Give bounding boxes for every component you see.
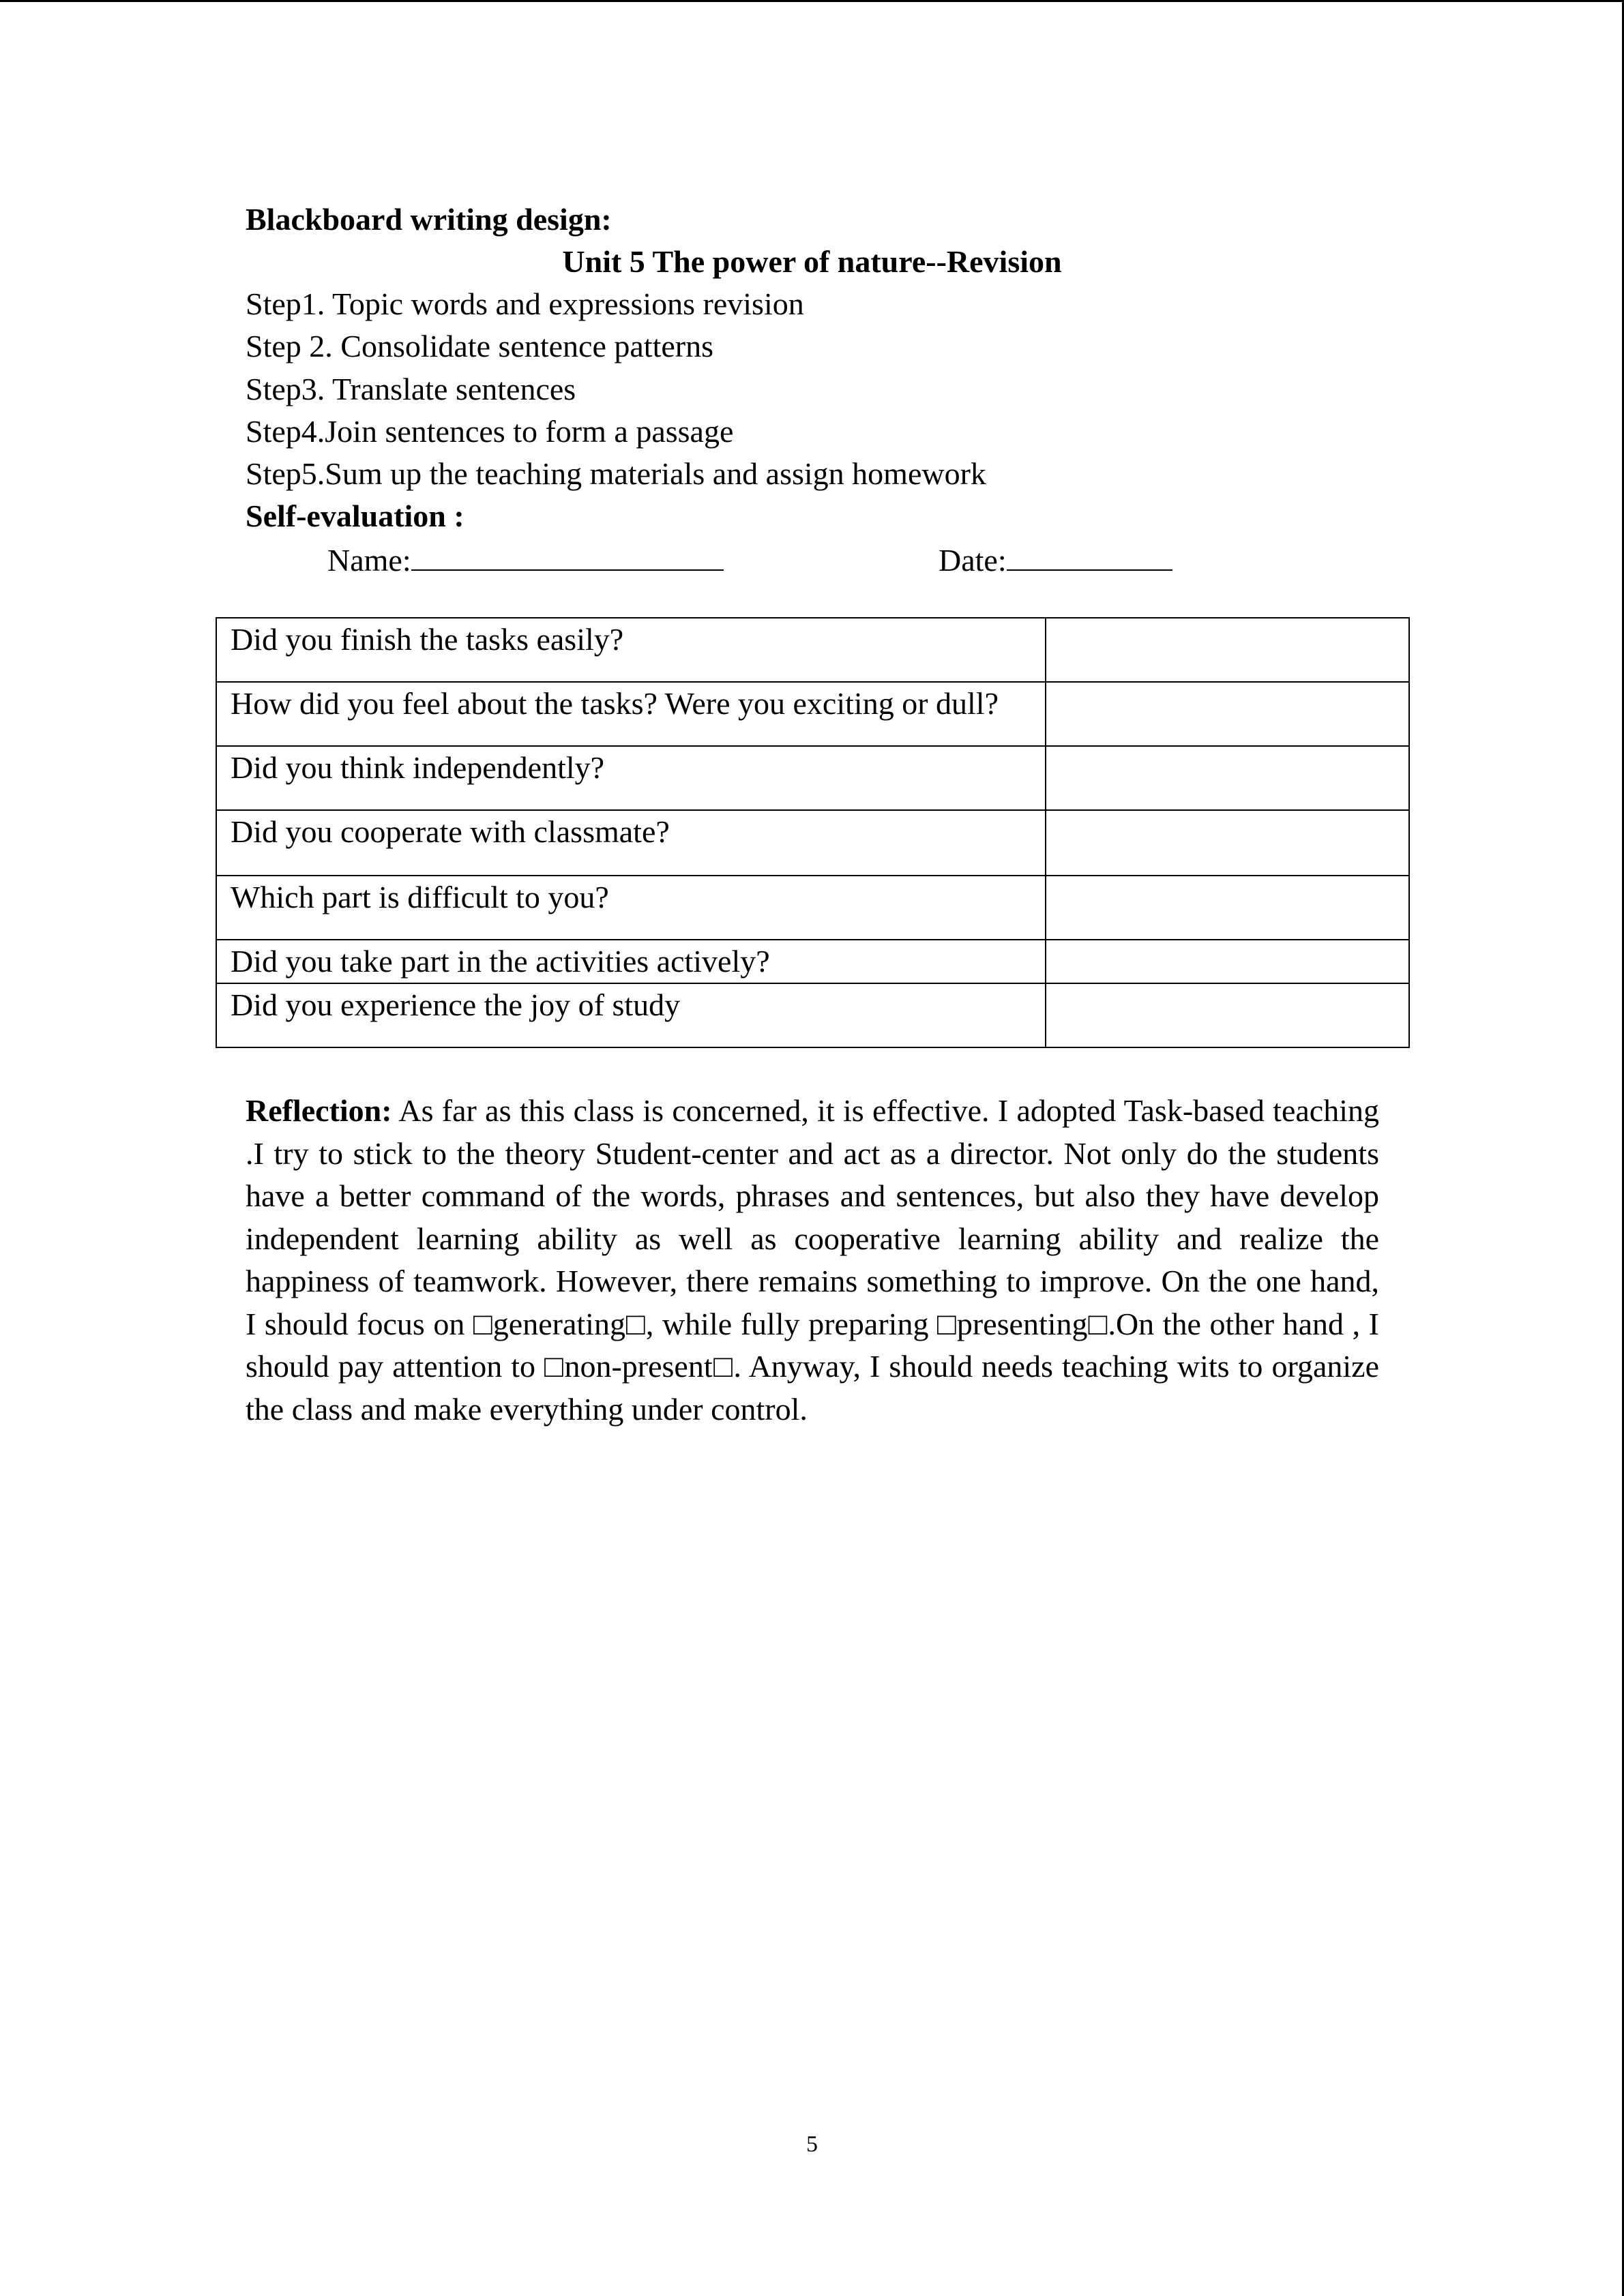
reflection-label: Reflection: [246,1093,392,1128]
step-item: Step4.Join sentences to form a passage [246,414,734,449]
self-evaluation-heading: Self-evaluation : [246,498,464,533]
step-item: Step1. Topic words and expressions revision [246,286,804,321]
name-field [327,538,724,582]
page-number: 5 [806,2132,818,2157]
unit-title: Unit 5 The power of nature--Revision [562,244,1062,279]
question-cell: Did you take part in the activities actively? [216,940,1046,983]
question-cell: Did you think independently? [216,746,1046,810]
question-cell: Did you finish the tasks easily? [216,618,1046,682]
answer-cell[interactable] [1046,810,1409,876]
answer-cell[interactable] [1046,940,1409,983]
question-cell: Which part is difficult to you? [216,876,1046,940]
question-cell: How did you feel about the tasks? Were you exciting or dull? [216,682,1046,746]
table-row [216,810,1409,876]
table-row [216,618,1409,682]
answer-cell[interactable] [1046,746,1409,810]
name-blank[interactable] [411,538,724,571]
step-item: Step 2. Consolidate sentence patterns [246,329,714,363]
step-item: Step3. Translate sentences [246,372,576,406]
question-cell: Did you cooperate with classmate? [216,810,1046,876]
reflection-paragraph [246,1090,1379,1431]
answer-cell[interactable] [1046,983,1409,1047]
table-row [216,983,1409,1047]
self-evaluation-table [216,617,1410,1048]
answer-cell[interactable] [1046,682,1409,746]
date-blank[interactable] [1007,538,1172,571]
question-cell: Did you experience the joy of study [216,983,1046,1047]
table-row [216,940,1409,983]
date-field [939,538,1172,582]
blackboard-heading: Blackboard writing design: [246,202,612,237]
step-item: Step5.Sum up the teaching materials and assign homework [246,456,986,491]
name-label: Name: [327,543,411,578]
table-row [216,682,1409,746]
table-row [216,746,1409,810]
reflection-text: As far as this class is concerned, it is effective. I adopted Task-based teaching .I try to stick to the theory Student-center and act as a director. Not only do the students have a better command of the words, phrases and sentences, but also they have develop independent learning ability as well as cooperative learning ability and realize the happiness of teamwork. However, there remains something to improve. On the one hand, I should focus on □generating□, while fully preparing □presenting□.On the other hand , I should pay attention to □non-present□. Anyway, I should needs teaching wits to organize the class and make everything under control. [246,1093,1379,1427]
date-label: Date: [939,543,1007,578]
answer-cell[interactable] [1046,876,1409,940]
answer-cell[interactable] [1046,618,1409,682]
table-row [216,876,1409,940]
